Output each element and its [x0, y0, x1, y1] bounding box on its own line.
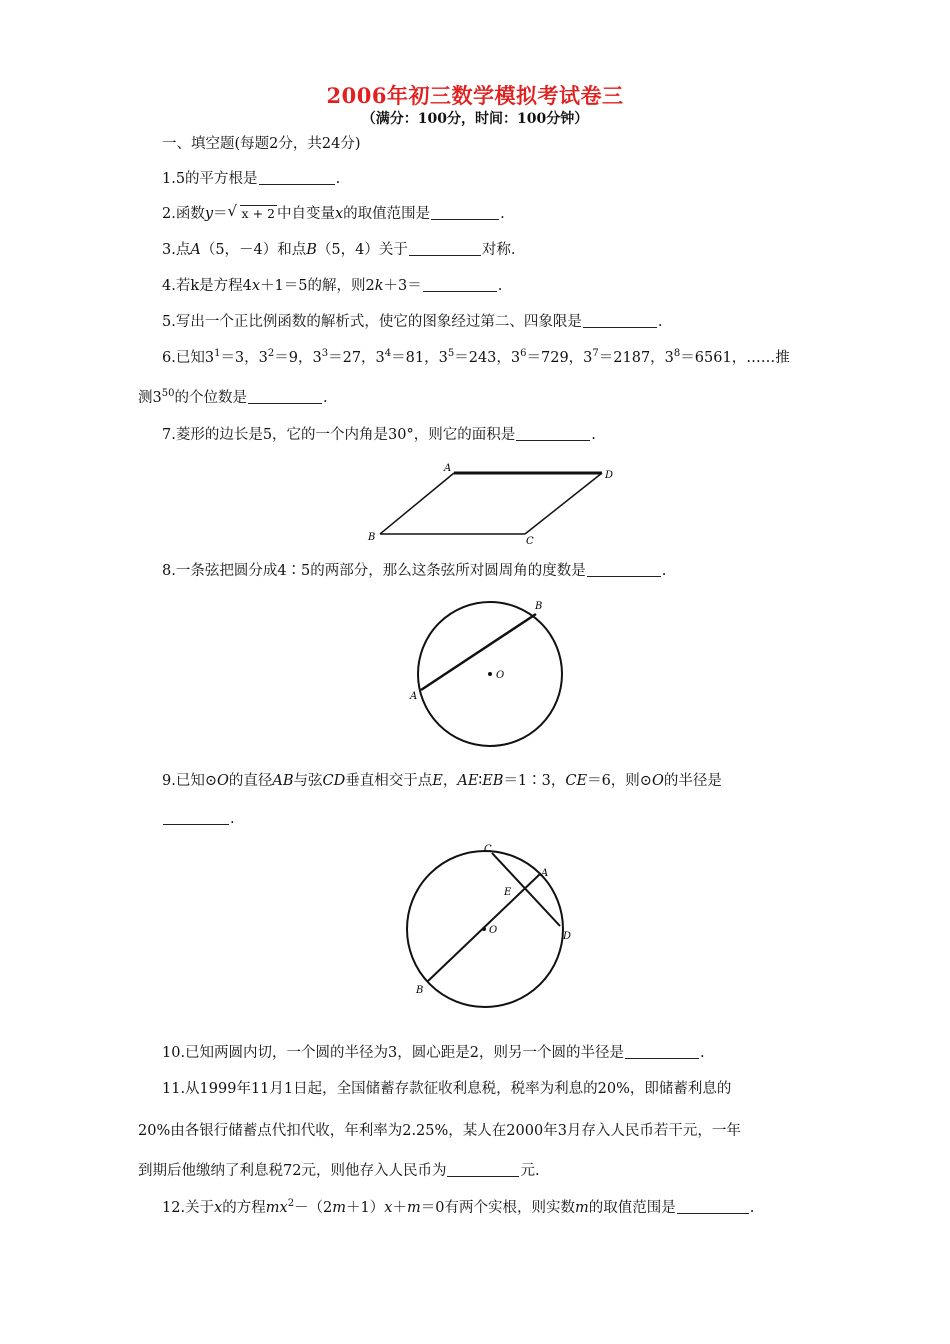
label-B: B	[535, 601, 543, 612]
question-3: 3.点A（5，－4）和点B（5，4）关于 对称.	[162, 242, 516, 258]
answer-blank[interactable]	[516, 426, 590, 441]
question-11-line-3: 到期后他缴纳了利息税72元，则他存入人民币为 元.	[138, 1163, 540, 1179]
section-heading: 一、填空题(每题2分，共24分)	[162, 136, 361, 152]
question-11-line-2: 20%由各银行储蓄点代扣代收，年利率为2.25%，某人在2000年3月存入人民币若干元，一年	[138, 1123, 741, 1139]
label-O: O	[489, 925, 498, 936]
label-B: B	[368, 532, 376, 543]
rhombus-figure	[360, 460, 620, 546]
exam-subtitle: （满分：100分，时间：100分钟）	[361, 111, 589, 127]
exam-title: 2006年初三数学模拟考试卷三	[326, 83, 624, 108]
label-A: A	[444, 463, 452, 474]
label-D: D	[605, 470, 614, 481]
question-4: 4.若k是方程4x＋1＝5的解，则2k＋3＝ .	[162, 278, 503, 294]
question-9-line-2: .	[162, 809, 235, 829]
answer-blank[interactable]	[259, 170, 335, 185]
answer-blank[interactable]	[423, 277, 497, 292]
question-5: 5.写出一个正比例函数的解析式，使它的图象经过第二、四象限是 .	[162, 314, 663, 330]
circle-chord-figure	[400, 595, 570, 755]
label-D: D	[563, 931, 572, 942]
answer-blank[interactable]	[431, 205, 499, 220]
question-6-line-2: 测$3^{50}$的个位数是 .	[138, 388, 328, 406]
question-1: 1.5的平方根是 .	[162, 171, 341, 187]
circle-diameter-chord-figure	[395, 840, 580, 1010]
question-9: 9.已知⊙O的直径AB与弦CD垂直相交于点E，AE∶EB＝1∶3，CE＝6，则⊙O的半径是	[162, 773, 722, 789]
answer-blank[interactable]	[163, 810, 229, 825]
question-12: 12.关于x的方程$mx^2-(2m+1)x+m=0$有两个实根，则实数m的取值范围是 .	[162, 1198, 755, 1216]
label-C: C	[484, 844, 492, 855]
label-B: B	[416, 985, 424, 996]
answer-blank[interactable]	[587, 562, 661, 577]
label-A: A	[410, 691, 418, 702]
question-8: 8.一条弦把圆分成4∶5的两部分，那么这条弦所对圆周角的度数是 .	[162, 563, 667, 579]
answer-blank[interactable]	[447, 1162, 519, 1177]
question-2: 2.函数y＝ √ x + 2 中自变量x的取值范围是 .	[162, 202, 505, 222]
label-E: E	[504, 887, 512, 898]
sqrt-expression: √ x + 2	[227, 202, 275, 221]
answer-blank[interactable]	[248, 389, 322, 404]
answer-blank[interactable]	[409, 241, 481, 256]
answer-blank[interactable]	[625, 1044, 699, 1059]
label-O: O	[496, 670, 505, 681]
label-C: C	[526, 536, 534, 546]
answer-blank[interactable]	[677, 1199, 749, 1214]
question-10: 10.已知两圆内切，一个圆的半径为3，圆心距是2，则另一个圆的半径是 .	[162, 1045, 705, 1061]
question-11-line-1: 11.从1999年11月1日起，全国储蓄存款征收利息税，税率为利息的20%，即储蓄利息的	[162, 1081, 732, 1097]
label-A: A	[541, 868, 549, 879]
answer-blank[interactable]	[583, 313, 657, 328]
question-7: 7.菱形的边长是5，它的一个内角是30°，则它的面积是 .	[162, 427, 596, 443]
question-6-line-1: 6.已知$3^1=3$，$3^2=9$，$3^3=27$，$3^4=81$，$3^5=243$，$3^6=729$，$3^7=2187$，$3^8=6561$，……推	[162, 348, 790, 366]
